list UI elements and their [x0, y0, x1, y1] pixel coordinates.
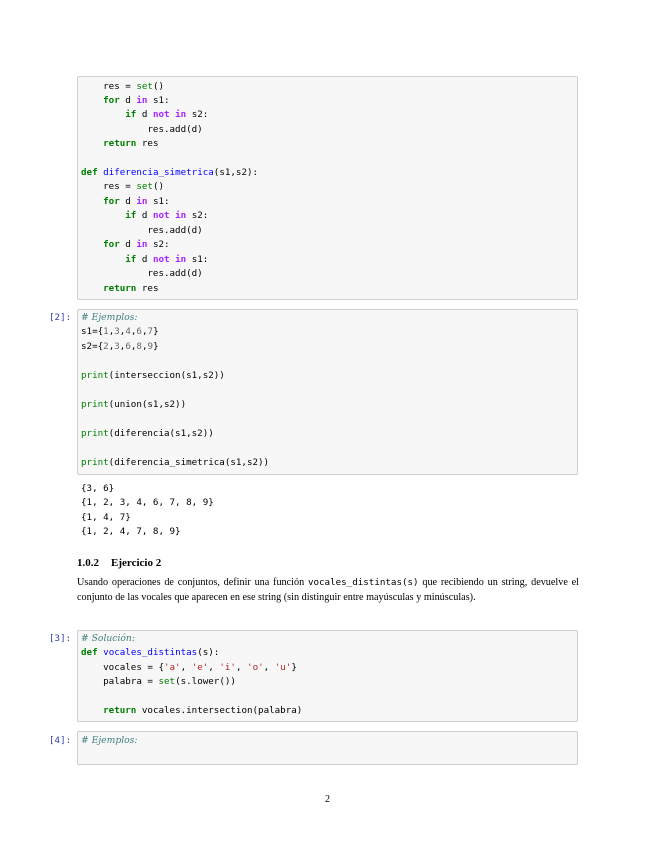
- code-line: vocales = {'a', 'e', 'i', 'o', 'u'}: [81, 662, 297, 673]
- code-line: if d not in s2:: [125, 109, 209, 120]
- section-number: 1.0.2: [77, 557, 99, 569]
- code-line: print(diferencia(s1,s2)): [81, 428, 214, 439]
- exercise-description: [77, 576, 579, 605]
- cell-prompt: [2]:: [49, 312, 72, 323]
- code-line: print(diferencia_simetrica(s1,s2)): [81, 457, 270, 468]
- code-line: def vocales_distintas(s):: [81, 647, 220, 658]
- code-line: s1={1,3,4,6,7}: [81, 326, 159, 337]
- output-line: {1, 2, 4, 7, 8, 9}: [81, 526, 181, 537]
- code-line: # Ejemplos:: [81, 735, 138, 746]
- code-line: print(interseccion(s1,s2)): [81, 370, 225, 381]
- code-line: return res: [103, 138, 159, 149]
- code-line: for d in s2:: [103, 239, 170, 250]
- paragraph-text: que recibiendo un string, devuelve el conjunto de las vocales que aparecen en ese string (sin distinguir entre mayúsculas y minúsculas).: [77, 577, 579, 603]
- code-line: for d in s1:: [103, 196, 170, 207]
- output-line: {1, 2, 3, 4, 6, 7, 8, 9}: [81, 497, 214, 508]
- code-line: def diferencia_simetrica(s1,s2):: [81, 167, 259, 178]
- code-cell-4[interactable]: [77, 731, 578, 765]
- cell-prompt: [3]:: [49, 633, 72, 644]
- code-line: # Solución:: [81, 633, 135, 644]
- code-line: return res: [103, 283, 159, 294]
- output-line: {3, 6}: [81, 483, 115, 494]
- section-title: Ejercicio 2: [111, 557, 162, 569]
- code-line: res.add(d): [81, 225, 203, 236]
- code-line: if d not in s2:: [125, 210, 209, 221]
- output-line: {1, 4, 7}: [81, 512, 131, 523]
- code-line: print(union(s1,s2)): [81, 399, 187, 410]
- paragraph-text: Usando operaciones de conjuntos, definir una función: [77, 577, 308, 588]
- section-heading: [77, 557, 161, 569]
- code-line: # Ejemplos:: [81, 312, 138, 323]
- cell-prompt: [4]:: [49, 735, 72, 746]
- inline-code: vocales_distintas(s): [307, 577, 419, 588]
- code-line: res.add(d): [81, 268, 203, 279]
- code-line: palabra = set(s.lower()): [81, 676, 236, 687]
- code-line: res = set(): [81, 81, 165, 92]
- code-line: if d not in s1:: [125, 254, 209, 265]
- code-line: res.add(d): [81, 124, 203, 135]
- code-line: s2={2,3,6,8,9}: [81, 341, 159, 352]
- page-number: 2: [325, 794, 330, 805]
- code-line: return vocales.intersection(palabra): [103, 705, 303, 716]
- code-line: for d in s1:: [103, 95, 170, 106]
- code-line: res = set(): [81, 181, 165, 192]
